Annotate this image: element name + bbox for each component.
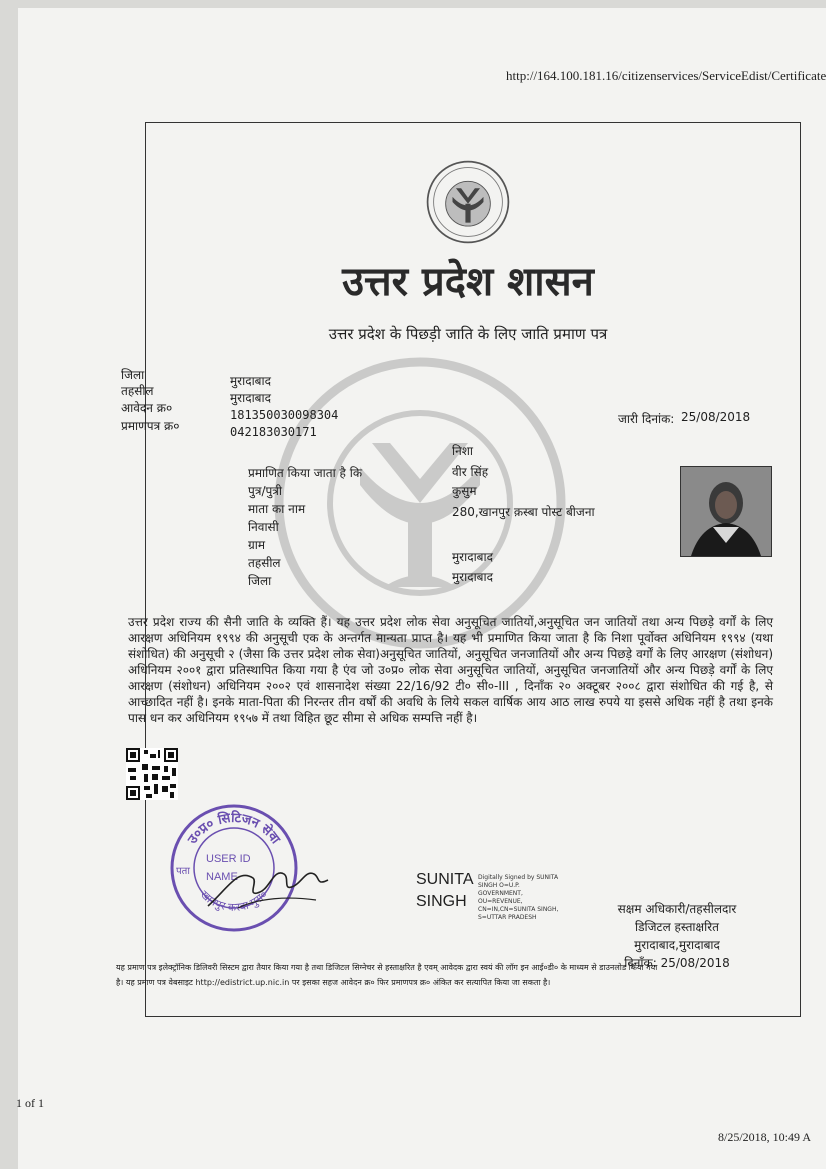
dsig-detail-line: Digitally Signed by SUNITA <box>478 874 559 881</box>
digital-signature-details <box>478 874 578 922</box>
issue-date-value: 25/08/2018 <box>681 410 751 424</box>
officer-designation: सक्षम अधिकारी/तहसीलदार <box>617 902 737 916</box>
seal-top-text: उ०प्र० सिटिजन सेवा <box>185 810 283 847</box>
resident-label: निवासी <box>248 520 279 534</box>
person-tehsil-label: तहसील <box>248 556 281 570</box>
tehsil-value: मुरादाबाद <box>230 391 272 405</box>
seal-user-id-text: USER ID <box>206 853 251 865</box>
certificate-no-label: प्रमाणपत्र क्र० <box>121 419 180 433</box>
page-url: http://164.100.181.16/citizenservices/ServiceEdist/Certificate <box>506 68 826 83</box>
dsig-detail-line: CN=IN,CN=SUNITA SINGH, <box>478 906 559 913</box>
dsig-detail-line: S=UTTAR PRADESH <box>478 914 537 921</box>
certificate-no-value: 042183030171 <box>230 425 317 439</box>
application-no-value: 181350030098304 <box>230 408 339 422</box>
seal-name-text: NAME <box>206 871 238 883</box>
issue-date-label: जारी दिनांक: <box>618 412 675 426</box>
officer-location: मुरादाबाद,मुरादाबाद <box>634 938 720 952</box>
footer-line-2: है। यह प्रमाण पत्र वेबसाइट http://edistrict.up.nic.in पर इसका सहज आवेदन क्र० फिर प्रमाणपत्र क्र० अंकित कर सत्यापित किया जा सकता है। <box>116 978 551 987</box>
resident-value: 280,खानपुर क़स्बा पोस्ट बीजना <box>452 505 595 519</box>
mother-label: माता का नाम <box>248 502 306 516</box>
page-indicator: 1 of 1 <box>16 1096 44 1110</box>
intro-label: प्रमाणित किया जाता है कि <box>248 466 363 480</box>
dsig-detail-line: OU=REVENUE, <box>478 898 523 905</box>
person-tehsil-value: मुरादाबाद <box>452 550 494 564</box>
handwritten-signature <box>198 848 338 918</box>
father-name: वीर सिंह <box>452 465 489 479</box>
dsig-detail-line: GOVERNMENT, <box>478 890 523 897</box>
person-district-label: जिला <box>248 574 272 588</box>
digital-signature-last-name: SINGH <box>416 893 467 910</box>
person-district-value: मुरादाबाद <box>452 570 494 584</box>
officer-signed-note: डिजिटल हस्ताक्षरित <box>635 920 719 934</box>
digital-signature-name <box>416 869 473 913</box>
tehsil-label: तहसील <box>121 384 154 398</box>
dsig-detail-line: SINGH O=U.P. <box>478 882 520 889</box>
mother-name: कुसुम <box>452 484 477 498</box>
digital-signature-first-name: SUNITA <box>416 871 474 888</box>
certificate-body-paragraph: उत्तर प्रदेश राज्य की सैनी जाति के व्यक्ति हैं। यह उत्तर प्रदेश लोक सेवा अनुसूचित जातियों,अनुसूचित जन जातियों तथा अन्य पिछड़े वर्गों के लिए आरक्षण अधिनियम १९९४ की अनुसूची एक के अन्तर्गत मान्यता प्राप्त है। यह भी प्रमाणित किया जाता है कि निशा पूर्वोक्त अधिनियम १९९४ (यथा संशोधित) की अनुसूची २ (जैसा कि उत्तर प्रदेश लोक सेवा)अनुसूचित जातियों, अनुसूचित जनजातियों और अन्य पिछड़े वर्गों के लिए आरक्षण (संशोधन) अधिनियम २००१ द्वारा प्रतिस्थापित किया गया है एंव जो उ०प्र० लोक सेवा अनुसूचित जातियों, अनुसूचित जनजातियों और अन्य पिछड़े वर्गों के लिए आरक्षण (संशोधन) अधिनियम २००२ एवं शासनादेश संख्या 22/16/92 टी० सी०-III , दिनाँक २० अक्टूबर २००८ द्वारा संशोधित की गई है, से आच्छादित नहीं है। इनके माता-पिता की निरन्तर तीन वर्षों की अवधि के लिये सकल वार्षिक आय आठ लाख रुपये या इससे अधिक नहीं है तथा इनके पास धन कर अधिनियम १९५७ में तथा विहित छूट सीमा से अधिक सम्पत्ति नहीं है। <box>128 615 773 725</box>
footer-note <box>116 960 766 990</box>
child-of-label: पुत्र/पुत्री <box>248 484 283 498</box>
certificate-subtitle: उत्तर प्रदेश के पिछड़ी जाति के लिए जाति प्रमाण पत्र <box>328 325 608 343</box>
person-name: निशा <box>452 444 474 458</box>
footer-line-1: यह प्रमाण पत्र इलेक्ट्रॉनिक डिलिवरी सिस्टम द्वारा तैयार किया गया है तथा डिजिटल सिग्नेचर से हस्ताक्षरित है एवम् आवेदक द्वारा स्वयं की लॉग इन आई०डी० के माध्यम से डाउनलोड किया गया <box>116 963 658 972</box>
page-title: उत्तर प्रदेश शासन <box>342 258 594 305</box>
seal-address-text: पता <box>176 866 190 877</box>
seal-bottom-text: खानपुर कस्बा मुरा० <box>197 887 271 915</box>
officer-date: दिनाँक: 25/08/2018 <box>624 956 730 970</box>
qr-code-icon <box>126 748 178 800</box>
print-timestamp: 8/25/2018, 10:49 A <box>718 1130 812 1144</box>
district-label: जिला <box>121 368 145 382</box>
village-label: ग्राम <box>248 538 266 552</box>
applicant-photo <box>680 466 772 557</box>
application-no-label: आवेदन क्र० <box>121 401 173 415</box>
person-photo-icon <box>681 467 771 556</box>
document-sheet <box>18 8 826 1169</box>
district-value: मुरादाबाद <box>230 374 272 388</box>
up-government-emblem-icon <box>425 159 511 245</box>
